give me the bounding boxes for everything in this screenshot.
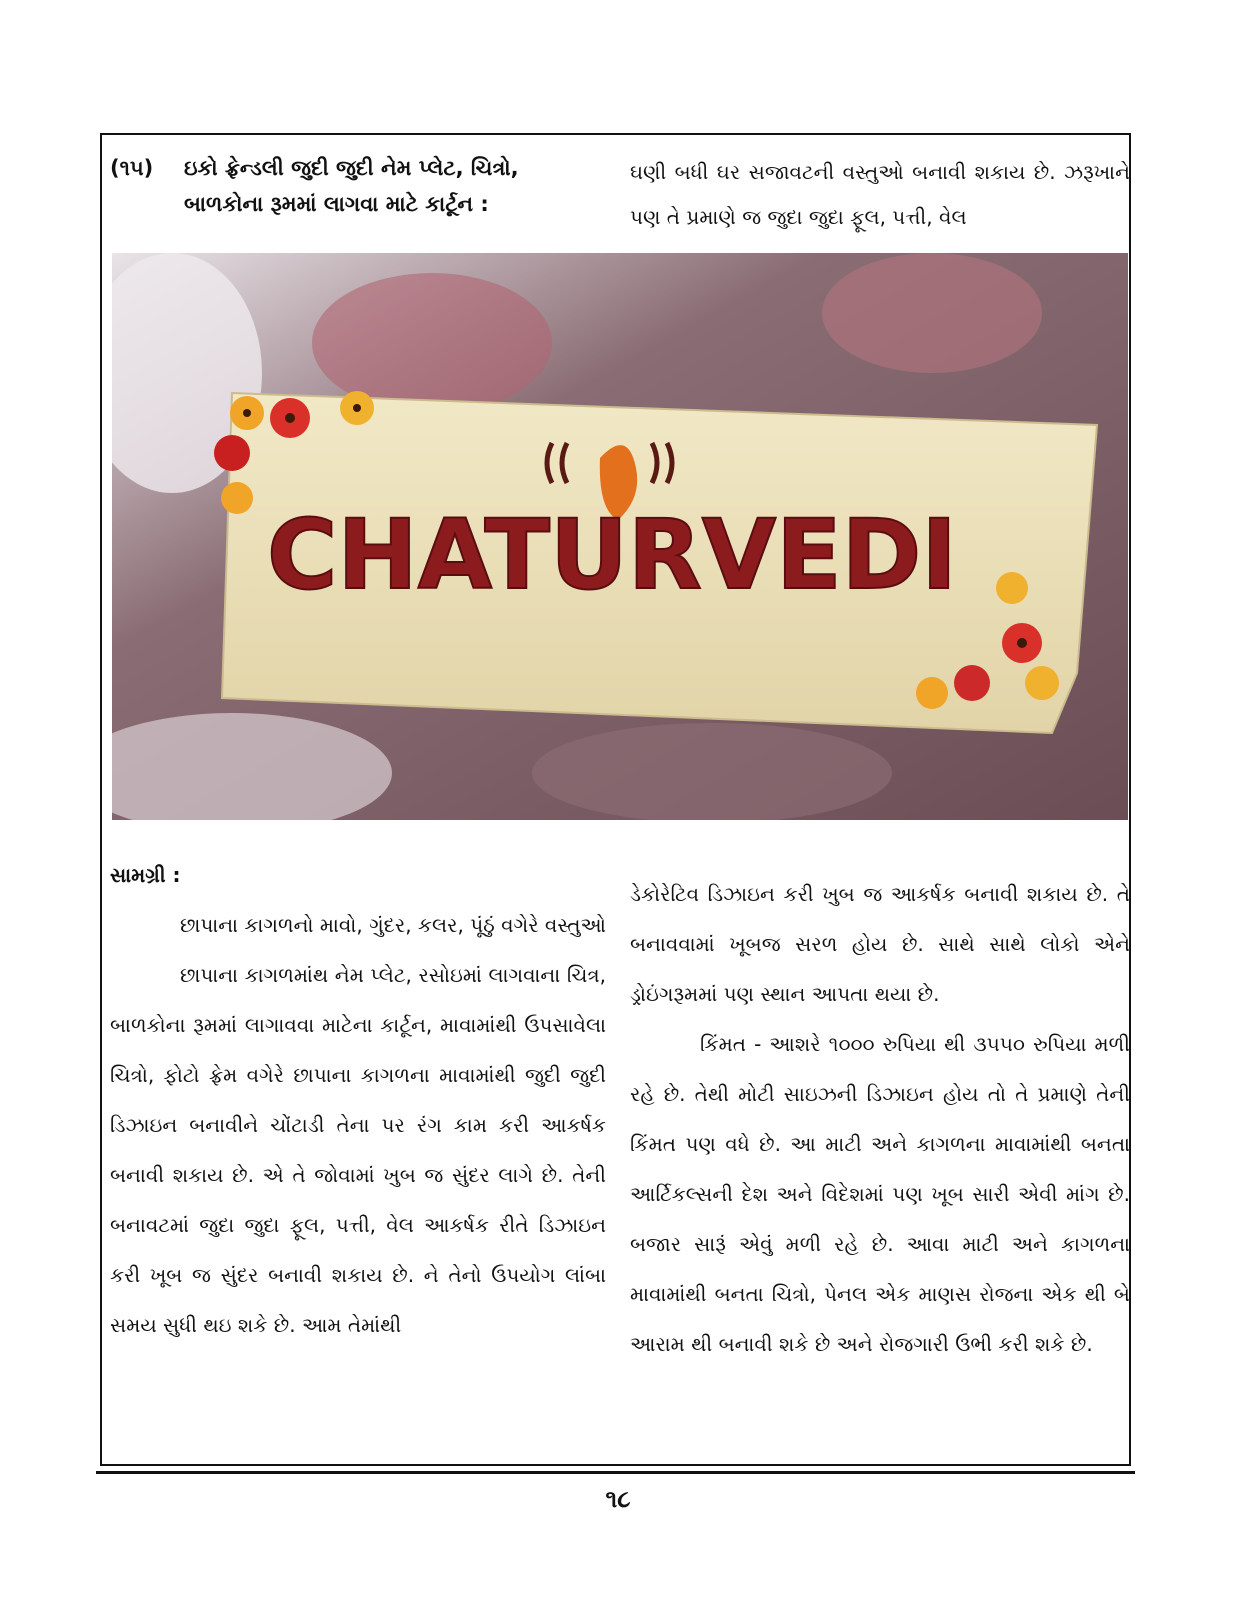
section-heading <box>110 150 600 222</box>
nameplate-text: CHATURVEDI <box>267 499 957 611</box>
section-title-line2: બાળકોના રૂમમાં લાગવા માટે કાર્ટૂન : <box>184 192 489 216</box>
materials-list: છાપાના કાગળનો માવો, ગુંદર, કલર, પૂંઠું વગેરે વસ્તુઓ <box>180 913 606 937</box>
materials-title: સામગ્રી : <box>110 863 181 887</box>
top-right-paragraph: ઘણી બધી ઘર સજાવટની વસ્તુઓ બનાવી શકાય છે. ઝરૂખાને પણ તે પ્રમાણે જ જુદા જુદા ફૂલ, પત્તી, વેલ <box>630 160 1130 229</box>
price-paragraph: કિંમત - આશરે ૧૦૦૦ રુપિયા થી ૩૫૫૦ રુપિયા મળી રહે છે. તેથી મોટી સાઇઝની ડિઝાઇન હોય તો તે પ્રમાણે તેની કિંમત પણ વધે છે. આ માટી અને કાગળના માવામાંથી બનતા આર્ટિકલ્સની દેશ અને વિદેશમાં પણ ખૂબ સારી એવી માંગ છે. બજાર સારૂં એવું મળી રહે છે. આવા માટી અને કાગળના માવામાંથી બનતા ચિત્રો, પેનલ એક માણસ રોજના એક થી બે આરામ થી બનાવી શકે છે અને રોજગારી ઉભી કરી શકે છે. <box>630 1032 1130 1356</box>
section-number: (૧૫) <box>110 156 154 180</box>
nameplate-photo <box>112 253 1128 820</box>
section-title-line1: ઇકો ફ્રેન્ડલી જુદી જુદી નેમ પ્લેટ, ચિત્રો, <box>184 156 519 180</box>
materials-description: છાપાના કાગળમાંથ નેમ પ્લેટ, રસોઇમાં લાગવાના ચિત્ર, બાળકોના રૂમમાં લાગાવવા માટેના કાર્ટૂન, માવામાંથી ઉપસાવેલા ચિત્રો, ફોટો ફ્રેમ વગેરે છાપાના કાગળના માવામાંથી જુદી જુદી ડિઝાઇન બનાવીને ચોંટાડી તેના પર રંગ કામ કરી આકર્ષક બનાવી શકાય છે. એ તે જોવામાં ખુબ જ સુંદર લાગે છે. તેની બનાવટમાં જુદા જુદા ફૂલ, પત્તી, વેલ આકર્ષક રીતે ડિઝાઇન કરી ખૂબ જ સુંદર બનાવી શકાય છે. ને તેનો ઉપયોગ લાંબા સમય સુધી થઇ શકે છે. આમ તેમાંથી <box>110 963 606 1337</box>
right-paragraph-1: ડેકોરેટિવ ડિઝાઇન કરી ખુબ જ આકર્ષક બનાવી શકાય છે. તે બનાવવામાં ખૂબજ સરળ હોય છે. સાથે સાથે લોકો એને ડ્રોઇંગરૂમમાં પણ સ્થાન આપતા થયા છે. <box>630 882 1130 1006</box>
left-column <box>110 850 606 1350</box>
page-number: ૧૮ <box>605 1485 631 1513</box>
bottom-rule <box>96 1471 1135 1474</box>
right-column <box>630 869 1130 1369</box>
